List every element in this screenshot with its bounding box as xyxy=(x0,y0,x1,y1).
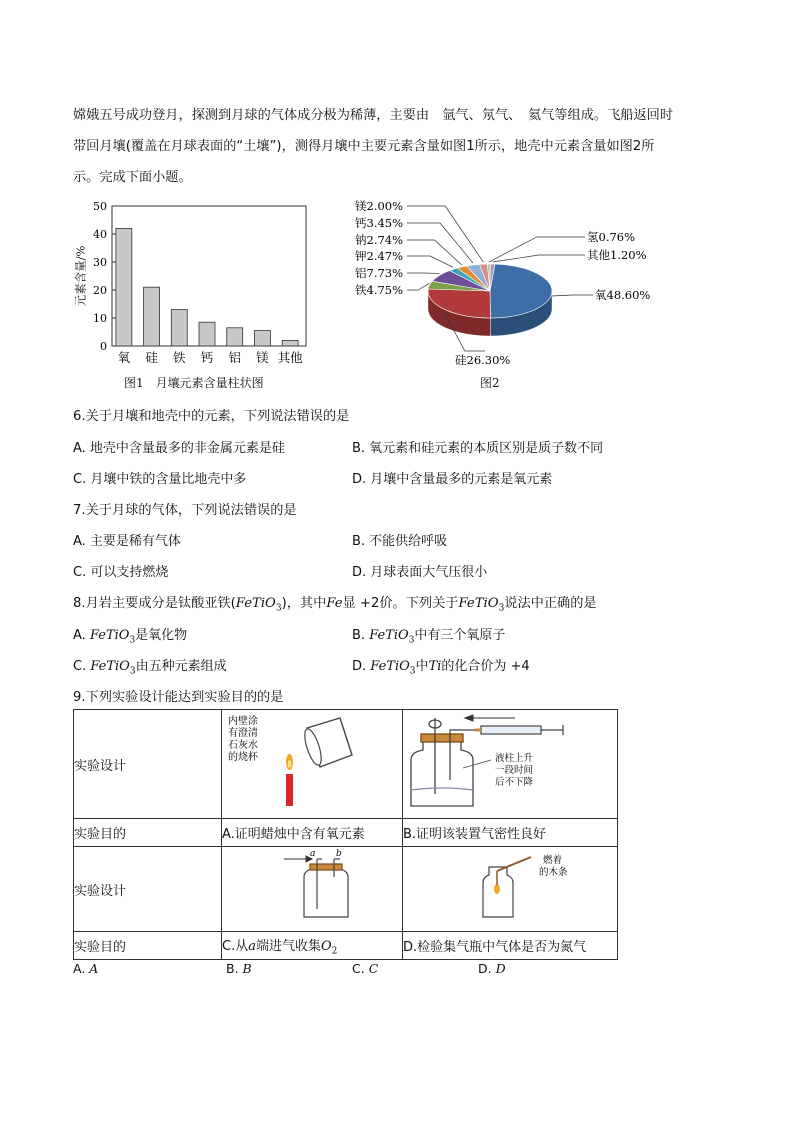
bar xyxy=(116,228,132,346)
q7-stem: 7.关于月球的气体，下列说法错误的是 xyxy=(73,503,297,518)
row-label-design: 实验设计 xyxy=(74,710,222,819)
q7-option-b[interactable]: B. 不能供给呼吸 xyxy=(352,534,448,549)
q8-stem: 8.月岩主要成分是钛酸亚铁(FeTiO$_3$)，其中Fe显 +2价。下列关于FeTiO$_3$说法中正确的是 xyxy=(73,596,597,614)
fig2-caption: 图2 xyxy=(480,376,500,390)
q8-option-b[interactable]: B. FeTiO$_3$中有三个氧原子 xyxy=(352,628,506,646)
pie-label: 铝7.73% xyxy=(355,266,404,280)
q7-option-d[interactable]: D. 月球表面大气压很小 xyxy=(352,565,488,580)
y-tick-label: 0 xyxy=(100,340,107,353)
fig2-slices xyxy=(428,264,552,336)
pie-label: 硅26.30% xyxy=(455,353,511,367)
q6-option-a[interactable]: A. 地壳中含量最多的非金属元素是硅 xyxy=(73,441,285,456)
gas-bottle-diagram xyxy=(222,847,400,927)
purpose-b: B.证明该装置气密性良好 xyxy=(403,819,618,847)
pie-label: 钠2.74% xyxy=(355,233,404,247)
bar xyxy=(254,331,270,346)
q6-option-d[interactable]: D. 月壤中含量最多的元素是氧元素 xyxy=(352,472,553,487)
svg-text:有澄清: 有澄清 xyxy=(228,728,258,739)
pie-label: 钾2.47% xyxy=(355,249,404,263)
y-tick-label: 20 xyxy=(93,284,107,297)
svg-text:液柱上升: 液柱上升 xyxy=(495,753,534,764)
q6-option-c[interactable]: C. 月壤中铁的含量比地壳中多 xyxy=(73,472,247,487)
y-tick-label: 30 xyxy=(93,256,107,269)
pie-label: 钙3.45% xyxy=(355,216,404,230)
x-tick-label: 钙 xyxy=(200,350,214,365)
svg-text:后不下降: 后不下降 xyxy=(495,777,534,788)
fig1-labels xyxy=(118,350,304,365)
pie-leader xyxy=(493,255,585,262)
fig1-bar-chart xyxy=(72,196,322,391)
pie-leader xyxy=(552,295,593,296)
bar xyxy=(282,340,298,346)
arrow-in xyxy=(284,856,312,862)
row-label-purpose-1: 实验目的 xyxy=(74,819,222,847)
svg-text:燃着: 燃着 xyxy=(543,855,563,866)
beaker xyxy=(301,718,352,767)
bottle-b xyxy=(411,718,473,806)
exp-c-image-cell xyxy=(222,847,403,932)
airtight-apparatus-diagram xyxy=(403,710,617,814)
q6-option-b[interactable]: B. 氧元素和硅元素的本质区别是质子数不同 xyxy=(352,441,604,456)
svg-text:内壁涂: 内壁涂 xyxy=(228,716,258,727)
svg-text:b: b xyxy=(336,849,342,859)
y-tick-label: 50 xyxy=(93,200,107,213)
bottle-c xyxy=(304,859,348,917)
intro-line-2: 带回月壤(覆盖在月球表面的“土壤”)，测得月壤中主要元素含量如图1所示，地壳中元素含量如图2所 xyxy=(73,139,655,154)
exp-d-image-cell xyxy=(403,847,618,932)
exp-b-image-cell xyxy=(403,710,618,819)
exp-a-image-cell xyxy=(222,710,403,819)
q9-option-a[interactable]: A. A xyxy=(73,961,99,976)
q9-option-c[interactable]: C. C xyxy=(352,961,379,976)
bar xyxy=(144,287,160,346)
x-tick-label: 铝 xyxy=(228,350,241,365)
q9-option-d[interactable]: D. D xyxy=(478,961,506,976)
fig1-caption: 图1 月壤元素含量柱状图 xyxy=(124,376,264,390)
q9-stem: 9.下列实验设计能达到实验目的的是 xyxy=(73,690,284,705)
fig1-bars xyxy=(116,228,298,346)
svg-text:的木条: 的木条 xyxy=(539,867,568,878)
q8-option-d[interactable]: D. FeTiO$_3$中Ti的化合价为 +4 xyxy=(352,659,530,677)
pie-leader xyxy=(407,283,430,290)
svg-text:的烧杯: 的烧杯 xyxy=(228,752,258,763)
x-tick-label: 氧 xyxy=(117,350,131,365)
q8-option-a[interactable]: A. FeTiO$_3$是氧化物 xyxy=(73,628,188,646)
arrow xyxy=(465,715,515,721)
q7-option-c[interactable]: C. 可以支持燃烧 xyxy=(73,565,169,580)
x-tick-label: 其他 xyxy=(277,350,303,365)
purpose-a: A.证明蜡烛中含有氧元素 xyxy=(222,819,403,847)
y-tick-label: 40 xyxy=(93,228,107,241)
pie-leader xyxy=(407,223,473,263)
purpose-c: C.从a端进气收集$O_2$ xyxy=(222,932,403,960)
bar xyxy=(199,322,215,346)
pie-label: 镁2.00% xyxy=(355,199,404,213)
x-tick-label: 铁 xyxy=(173,350,186,365)
purpose-d: D.检验集气瓶中气体是否为氮气 xyxy=(403,932,618,960)
burning-stick-diagram xyxy=(403,847,617,927)
svg-text:a: a xyxy=(310,849,316,859)
pie-leader xyxy=(489,237,585,262)
q6-stem: 6.关于月壤和地壳中的元素，下列说法错误的是 xyxy=(73,409,350,424)
row-label-purpose-2: 实验目的 xyxy=(74,932,222,960)
svg-text:一段时间: 一段时间 xyxy=(495,765,534,776)
pie-label: 氢0.76% xyxy=(587,230,636,244)
row-label-design-2: 实验设计 xyxy=(74,847,222,932)
bar xyxy=(227,328,243,346)
q9-experiment-table xyxy=(73,709,618,960)
pie-label: 氧48.60% xyxy=(595,288,651,302)
bar xyxy=(171,310,187,346)
pie-leader xyxy=(407,256,453,267)
x-tick-label: 镁 xyxy=(256,350,269,365)
fig2-pie-chart xyxy=(355,196,655,371)
pie-label: 其他1.20% xyxy=(587,248,647,262)
svg-text:石灰水: 石灰水 xyxy=(228,740,258,751)
q7-option-a[interactable]: A. 主要是稀有气体 xyxy=(73,534,181,549)
fig1-ylabel: 元素含量/% xyxy=(73,245,88,307)
pie-leader xyxy=(407,240,462,265)
q9-option-b[interactable]: B. B xyxy=(226,961,252,976)
intro-line-1: 嫦娥五号成功登月，探测到月球的气体成分极为稀薄，主要由 氩气、氖气、 氦气等组成。飞船返回时 xyxy=(73,108,674,123)
x-tick-label: 硅 xyxy=(145,350,158,365)
syringe xyxy=(450,725,563,735)
pie-leader xyxy=(407,206,483,262)
candle-beaker-diagram xyxy=(222,710,400,814)
candle xyxy=(286,754,293,806)
y-tick-label: 10 xyxy=(93,312,107,325)
q8-option-c[interactable]: C. FeTiO$_3$由五种元素组成 xyxy=(73,659,227,677)
pie-label: 铁4.75% xyxy=(355,283,404,297)
intro-line-3: 示。完成下面小题。 xyxy=(73,170,192,185)
